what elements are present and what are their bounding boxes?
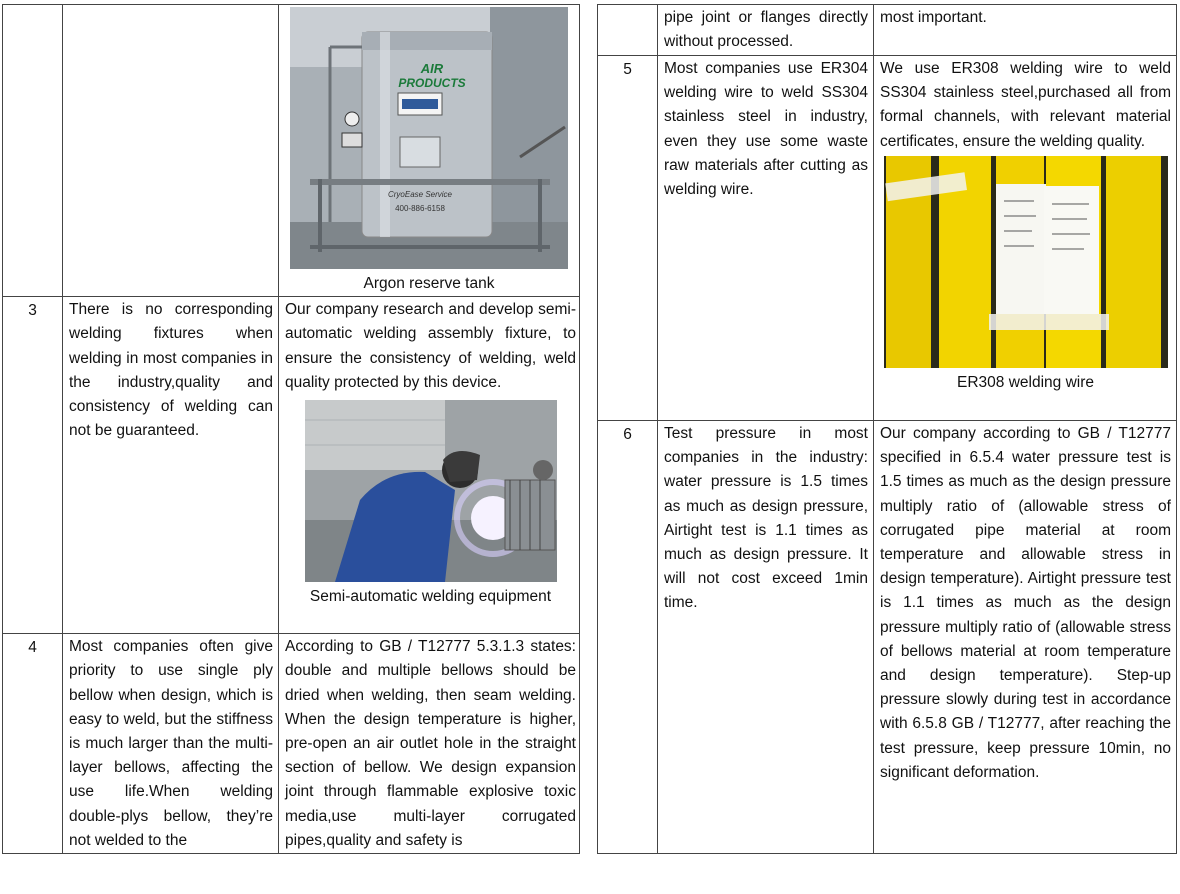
table-row-4-continued — [598, 5, 1177, 56]
company-text: Our company research and develop semi-automatic welding assembly fixture, to ensure the consistency of welding, weld quality protected by this device. — [285, 301, 576, 391]
svg-text:CryoEase Service: CryoEase Service — [387, 190, 453, 199]
row-number: 3 — [3, 297, 63, 634]
company-text: Our company according to GB / T12777 specified in 6.5.4 water pressure test is 1.5 times as much as the design pressure multiply ratio of (allowable stress of corrugated pipe material at room temperature and allowable stress in design temperature). Airtight pressure test is 1.1 times as much as the design pressure multiply ratio of (allowable stress of bellows material at room temperature and design temperature). Step-up pressure slowly during test in accordance with 6.5.8 GB / T12777, after reaching the test pressure, keep pressure 10min, no significant deformation. — [880, 425, 1171, 781]
svg-text:AIR: AIR — [420, 61, 444, 76]
company-cell — [874, 56, 1177, 421]
row-number: 4 — [3, 634, 63, 854]
row-number: 6 — [598, 421, 658, 854]
welding-equipment-photo — [305, 400, 557, 582]
industry-cell — [658, 5, 874, 56]
company-text: most important. — [880, 9, 987, 26]
company-cell — [279, 5, 580, 297]
row-number — [598, 5, 658, 56]
industry-cell — [63, 634, 279, 854]
company-cell — [874, 421, 1177, 854]
photo-caption: ER308 welding wire — [957, 373, 1094, 391]
svg-text:400-886-6158: 400-886-6158 — [395, 204, 445, 213]
industry-cell — [63, 5, 279, 297]
row-number — [3, 5, 63, 297]
photo-caption: Semi-automatic welding equipment — [309, 588, 552, 606]
industry-text: There is no corresponding welding fixtures when welding in most companies in the industry,quality and consistency of welding can not be guaranteed. — [69, 301, 273, 440]
table-row-2 — [3, 5, 580, 297]
company-text: According to GB / T12777 5.3.1.3 states: double and multiple bellows should be dried when welding, then seam welding. When the design temperature is higher, pre-open an air outlet hole in the straight section of bellow. We design expansion joint through flammable explosive toxic media,use multi-layer corrugated pipes,quality and safety is — [285, 638, 576, 849]
table-row-4 — [3, 634, 580, 854]
company-cell — [874, 5, 1177, 56]
welding-wire-photo — [884, 156, 1168, 368]
table-row-6 — [598, 421, 1177, 854]
right-table — [597, 4, 1177, 854]
table-row-5 — [598, 56, 1177, 421]
industry-text: Test pressure in most companies in the industry: water pressure is 1.5 times as much as design pressure, Airtight test is 1.1 times as much as design pressure. It will not cost exceed 1min time. — [664, 425, 868, 612]
row-number: 5 — [598, 56, 658, 421]
left-table — [2, 4, 580, 854]
industry-text: Most companies use ER304 welding wire to weld SS304 stainless steel in industry, even they use some waste raw materials after cutting as welding wire. — [664, 60, 868, 199]
industry-cell — [63, 297, 279, 634]
company-cell — [279, 634, 580, 854]
table-row-3 — [3, 297, 580, 634]
svg-text:PRODUCTS: PRODUCTS — [398, 76, 466, 90]
company-text: We use ER308 welding wire to weld SS304 stainless steel,purchased all from formal channels, with relevant material certificates, ensure the welding quality. — [880, 60, 1171, 150]
industry-cell — [658, 56, 874, 421]
industry-text: pipe joint or flanges directly without processed. — [664, 9, 868, 51]
company-cell — [279, 297, 580, 634]
argon-tank-photo — [290, 7, 568, 269]
photo-caption: Argon reserve tank — [363, 275, 495, 292]
industry-text: Most companies often give priority to use single ply bellow when design, which is easy to weld, but the stiffness is much larger than the multi-layer bellows, affecting the use life.When welding double-plys bellow, they’re not welded to the — [69, 638, 273, 849]
industry-cell — [658, 421, 874, 854]
